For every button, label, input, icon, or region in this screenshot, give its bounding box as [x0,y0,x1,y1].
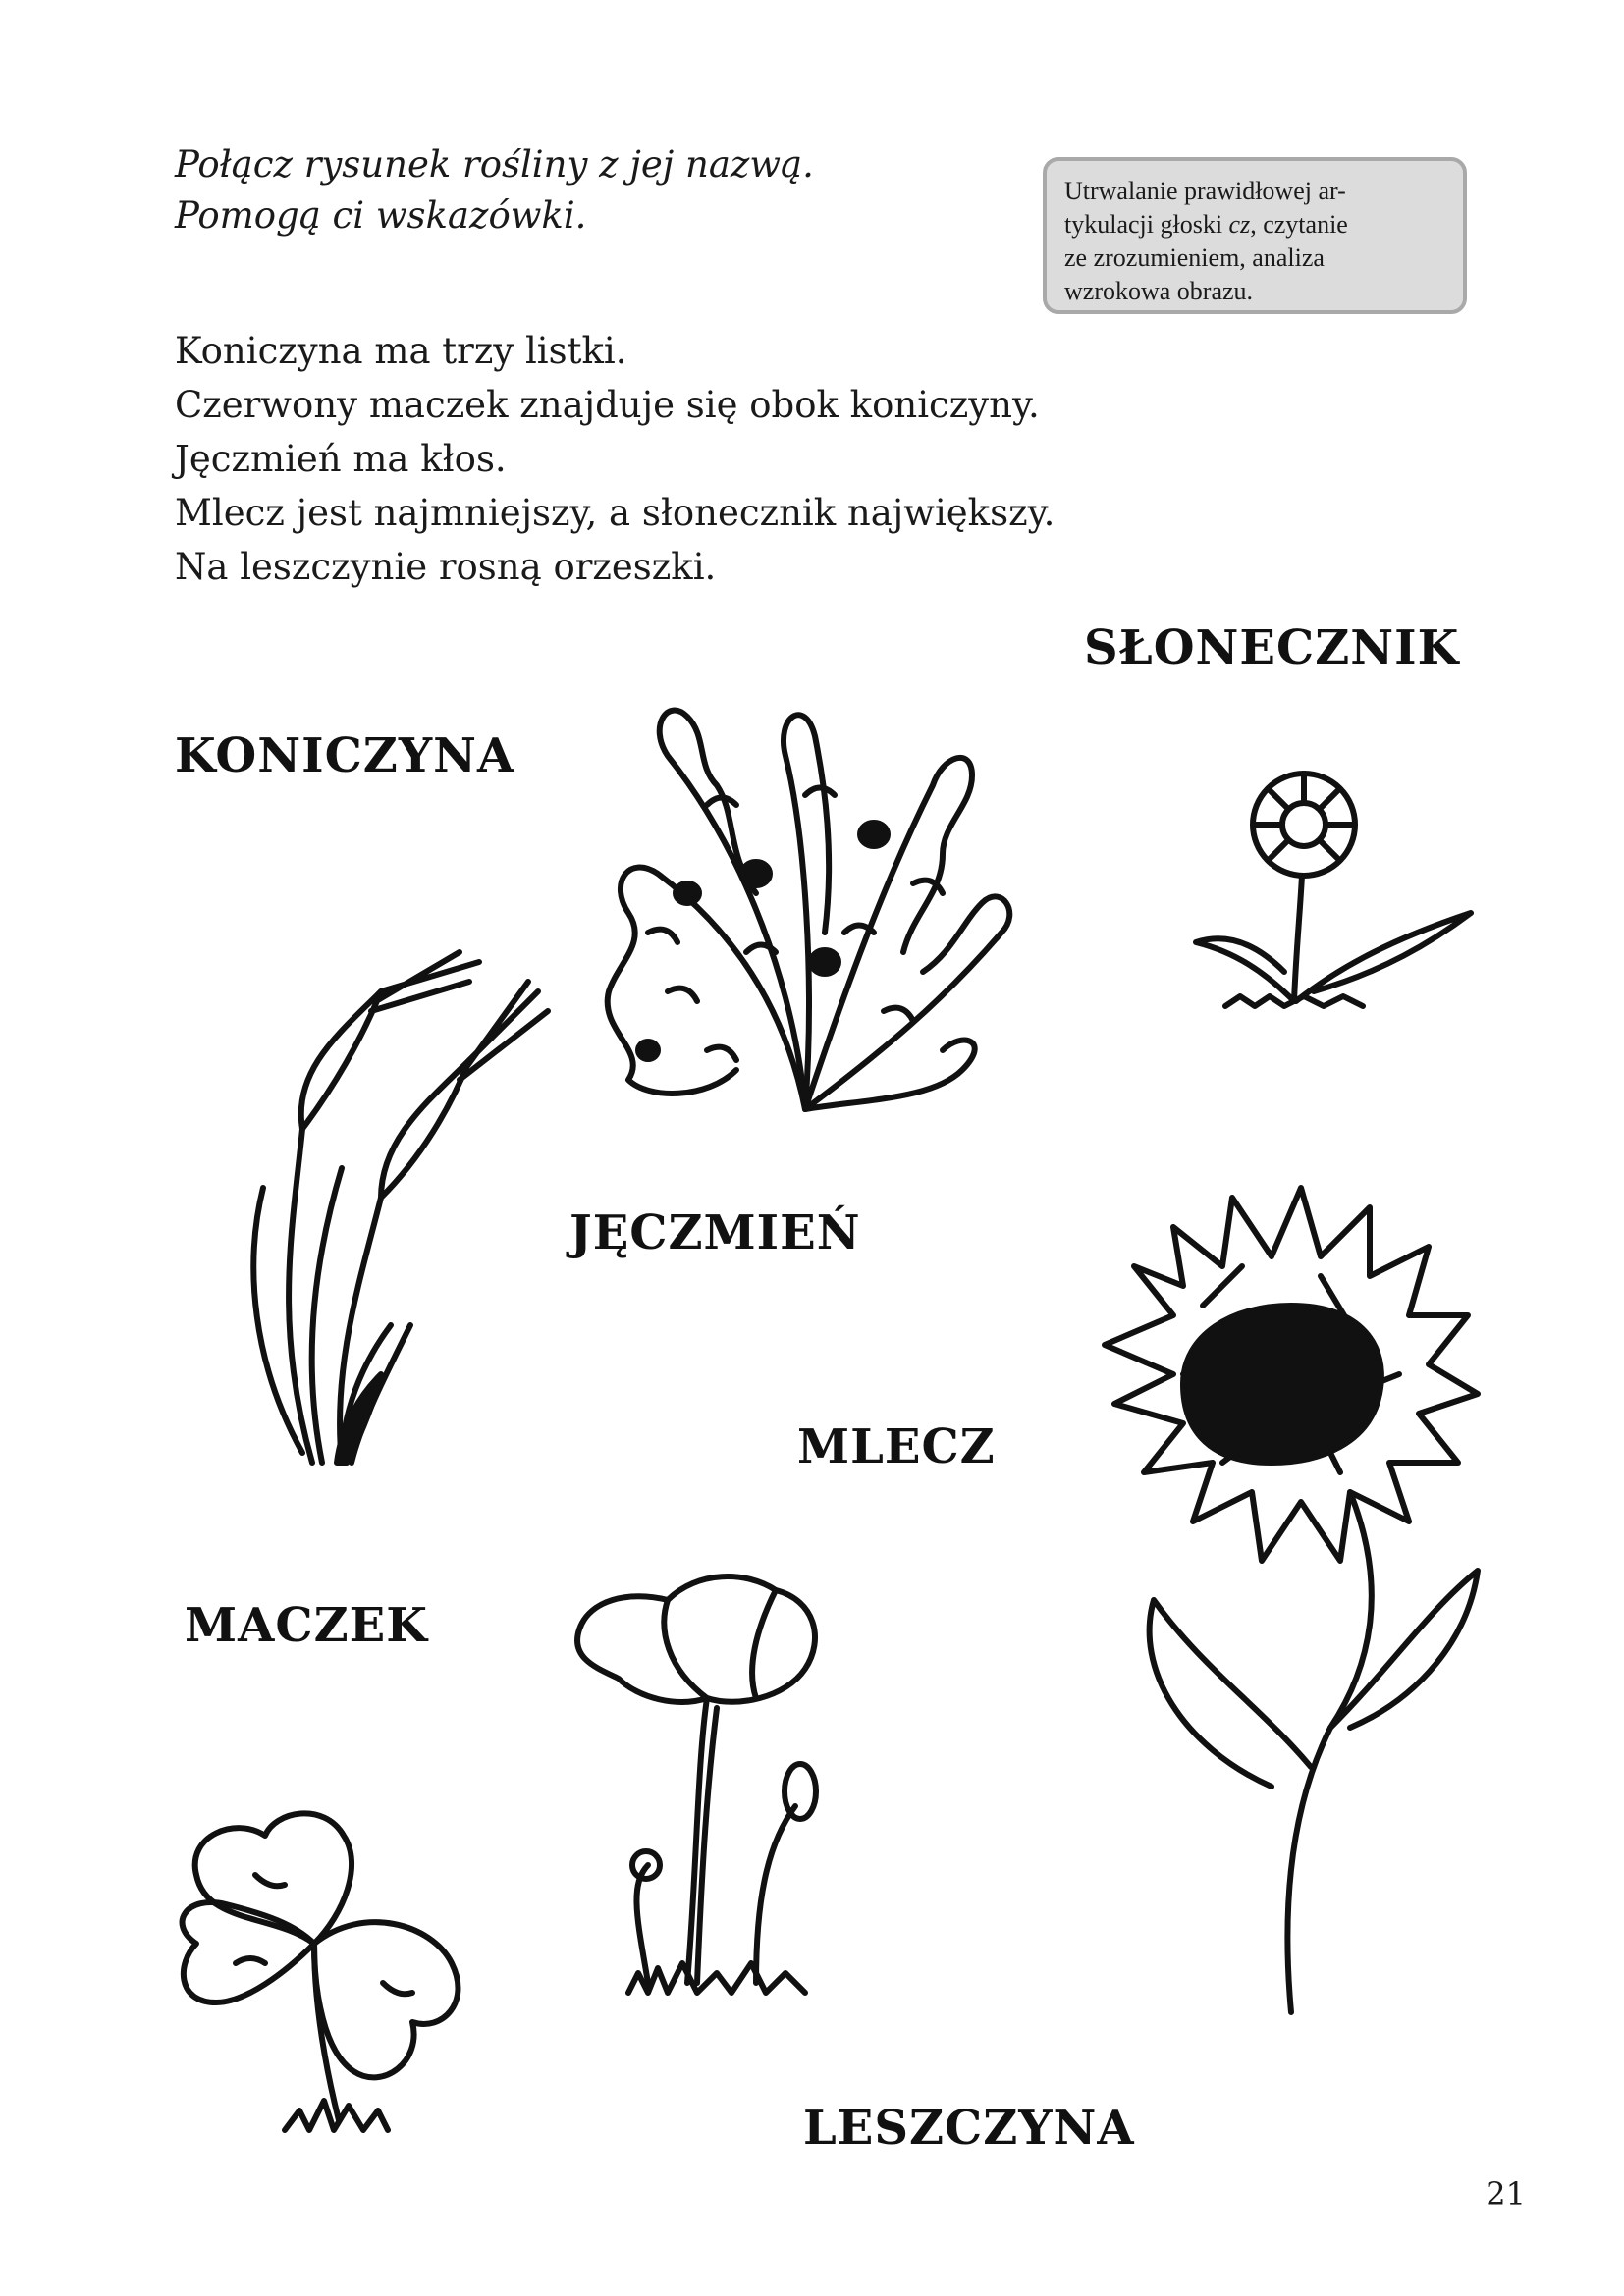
note-line-4: wzrokowa obrazu. [1064,277,1254,305]
note-line-1: Utrwalanie prawidłowej ar- [1064,177,1346,205]
instruction [175,139,814,241]
label-maczek[interactable]: MACZEK [185,1598,428,1653]
instruction-line-1: Połącz rysunek rośliny z jej nazwą. [175,143,814,186]
note-line-3: ze zrozumieniem, analiza [1064,243,1325,272]
label-koniczyna[interactable]: KONICZYNA [175,728,515,783]
note-line-2: tykulacji głoski cz, czytanie [1064,210,1348,239]
sunflower-drawing[interactable] [1075,1178,1488,2022]
dandelion-drawing[interactable] [1186,756,1481,1021]
poppy-drawing[interactable] [560,1571,854,2032]
hint-line: Jęczmień ma kłos. [175,438,507,480]
hazel-drawing[interactable] [589,638,1021,1148]
label-mlecz[interactable]: MLECZ [797,1419,996,1474]
hints-list [175,324,1055,594]
label-slonecznik[interactable]: SŁONECZNIK [1084,620,1460,675]
barley-drawing[interactable] [234,952,558,1482]
label-leszczyna[interactable]: LESZCZYNA [803,2101,1135,2156]
hint-line: Na leszczynie rosną orzeszki. [175,546,717,588]
clover-drawing[interactable] [167,1806,501,2150]
instruction-line-2: Pomogą ci wskazówki. [175,194,587,237]
hint-line: Koniczyna ma trzy listki. [175,330,627,372]
hint-line: Mlecz jest najmniejszy, a słonecznik największy. [175,492,1056,534]
hint-line: Czerwony maczek znajduje się obok koniczyny. [175,384,1040,426]
teacher-note-box [1043,157,1467,314]
page-number: 21 [1486,2175,1526,2213]
note-emphasis: cz [1228,210,1251,239]
label-jeczmien[interactable]: JĘCZMIEŃ [569,1205,861,1260]
